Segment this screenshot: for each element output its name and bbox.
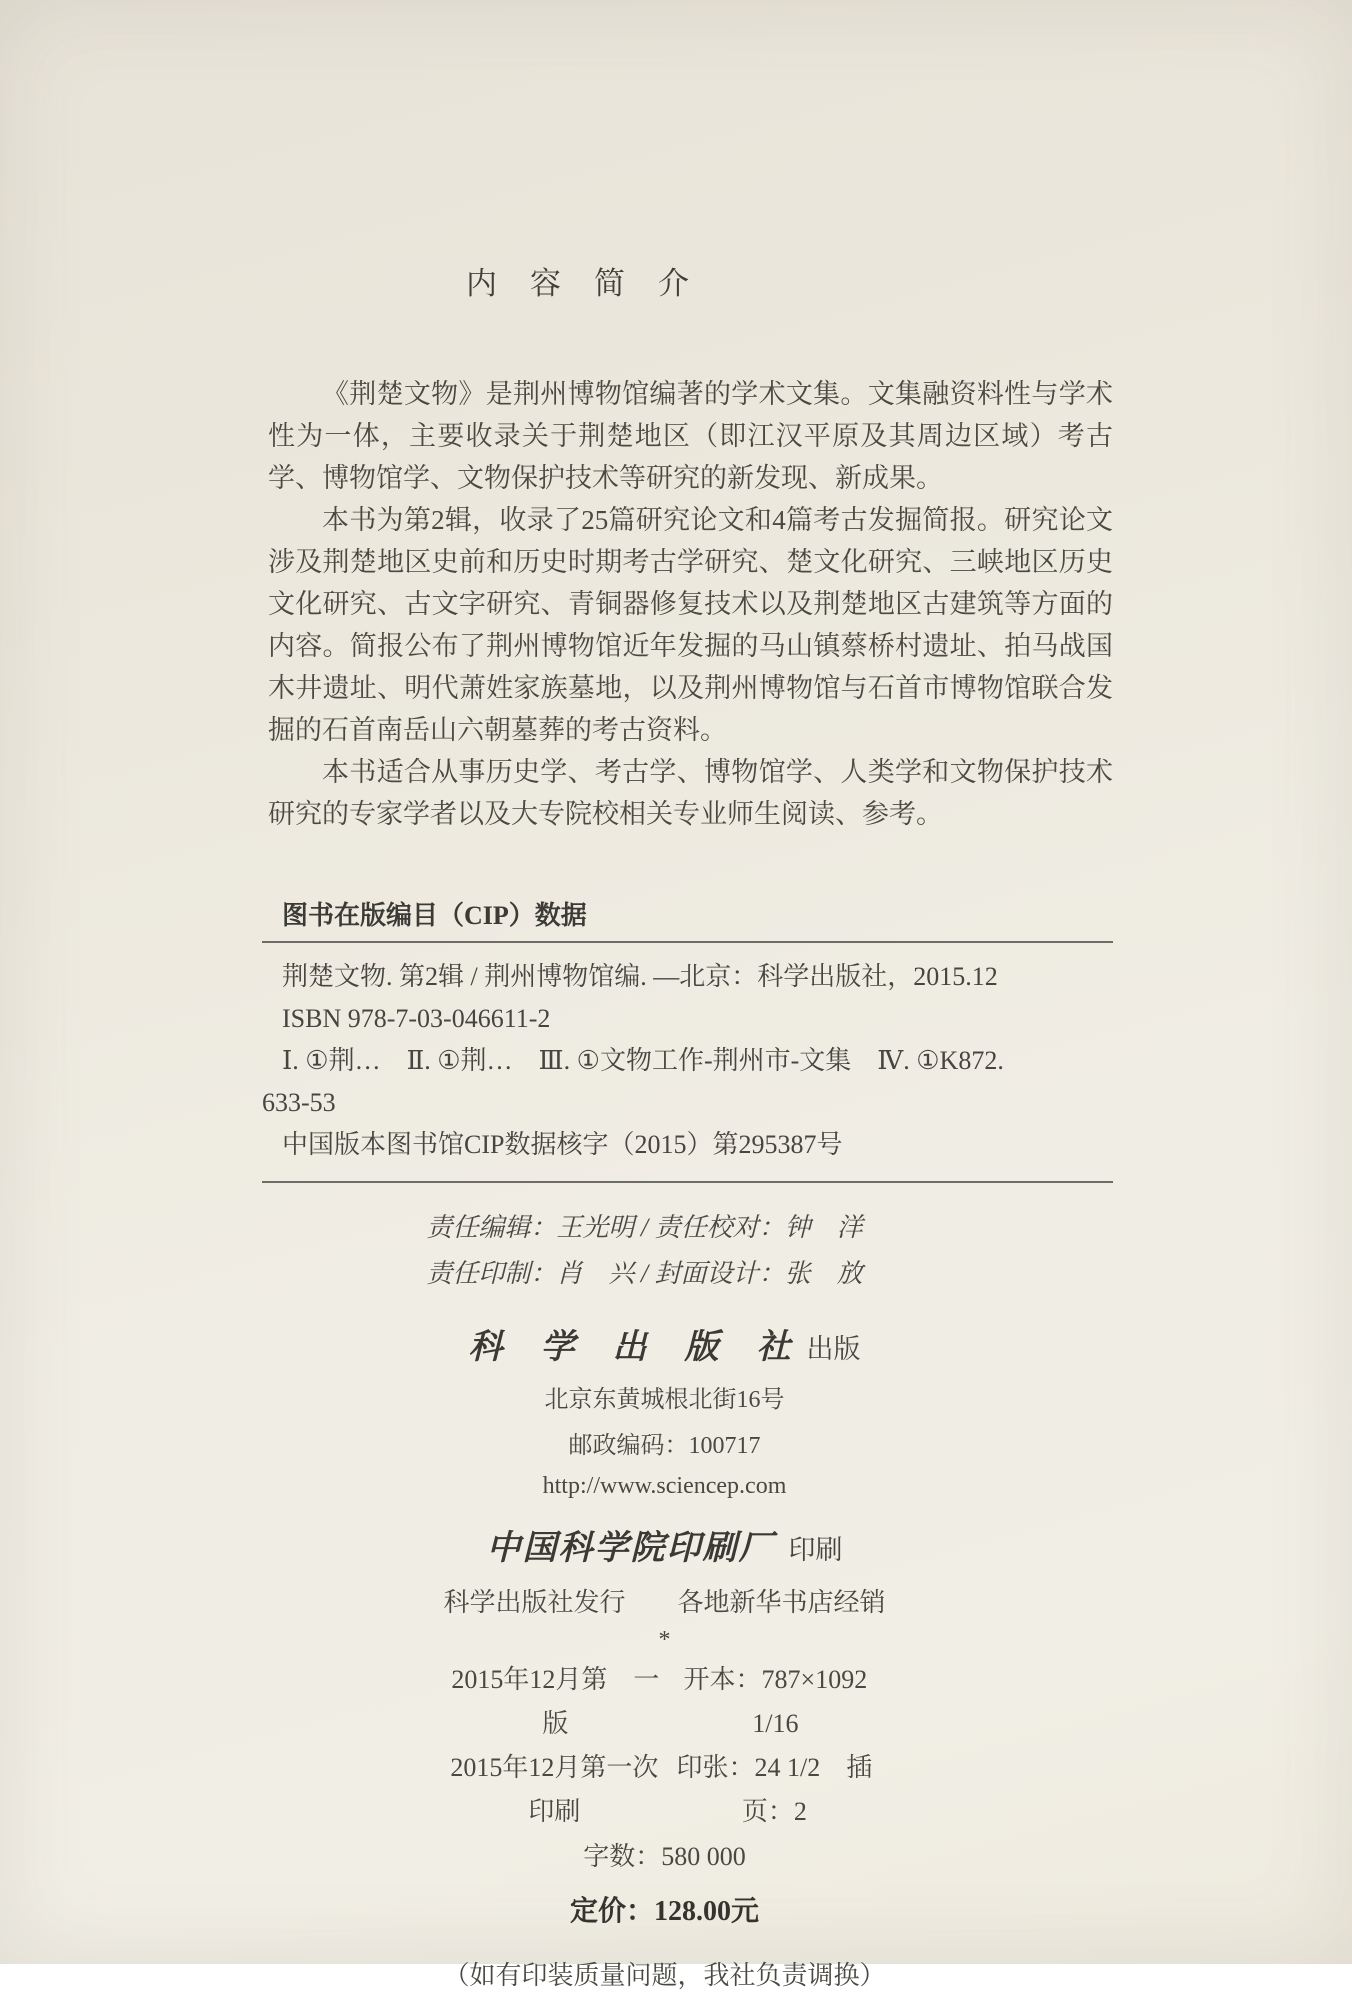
page-content — [262, 0, 1113, 1992]
cip-record-number: 中国版本图书馆CIP数据核字（2015）第295387号 — [282, 1130, 843, 1159]
publisher-postcode: 邮政编码：100717 — [568, 1433, 761, 1459]
edition-info — [445, 1658, 894, 1834]
price-label: 定价： — [569, 1896, 654, 1927]
intro-paragraph-3: 本书适合从事历史学、考古学、博物馆学、人类学和文物保护技术研究的专家学者以及大专院校相关专业师生阅读、参考。 — [268, 757, 1113, 829]
publisher-line — [268, 1319, 1061, 1368]
distribution-line: 科学出版社发行 各地新华书店经销 — [443, 1588, 886, 1617]
staff-credits — [268, 1205, 1113, 1297]
publisher-role-label: 出版 — [806, 1334, 861, 1364]
cip-heading: 图书在版编目（CIP）数据 — [282, 901, 587, 930]
cip-bibliographic-entry: 荆楚文物. 第2辑 / 荆州博物馆编. —北京：科学出版社，2015.12 — [282, 962, 998, 991]
cip-classification-continued: 633-53 — [262, 1088, 336, 1117]
publisher-name-logotype: 科 学 出 版 社 — [468, 1329, 793, 1366]
printer-role-label: 印刷 — [788, 1535, 843, 1565]
cip-isbn: ISBN 978-7-03-046611-2 — [282, 1004, 551, 1033]
sheets-inserts: 印张：24 1/2 插页：2 — [676, 1753, 873, 1826]
intro-paragraph-2: 本书为第2辑，收录了25篇研究论文和4篇考古发掘简报。研究论文涉及荆楚地区史前和历史时期考古学研究、楚文化研究、三峡地区历史文化研究、古文字研究、青铜器修复技术以及荆楚地区古建筑等方面的内容。简报公布了荆州博物馆近年发掘的马山镇蔡桥村遗址、拍马战国木井遗址、明代萧姓家族墓地，以及荆州博物馆与石首市博物馆联合发掘的石首南岳山六朝墓葬的考古资料。 — [268, 505, 1113, 745]
format-size: 开本：787×1092 1/16 — [683, 1665, 894, 1738]
price-line — [268, 1889, 1061, 1929]
price-value: 128.00元 — [654, 1896, 760, 1927]
quality-notice: （如有印装质量问题，我社负责调换） — [443, 1961, 886, 1990]
content-summary-title: 内 容 简 介 — [466, 266, 690, 301]
edition-row-1 — [445, 1658, 894, 1746]
cip-classification: Ⅰ. ①荆… Ⅱ. ①荆… Ⅲ. ①文物工作-荆州市-文集 Ⅳ. ①K872. — [282, 1046, 1004, 1075]
intro-paragraph-1: 《荆楚文物》是荆州博物馆编著的学术文集。文集融资料性与学术性为一体，主要收录关于荆楚地区（即江汉平原及其周边区域）考古学、博物馆学、文物保护技术等研究的新发现、新成果。 — [268, 379, 1113, 493]
staff-editors-line: 责任编辑：王光明 / 责任校对：钟 洋 — [426, 1213, 863, 1242]
printing-date: 2015年12月第一次印刷 — [450, 1753, 659, 1826]
publisher-address: 北京东黄城根北街16号 — [544, 1387, 785, 1413]
edition-date: 2015年12月第 一 版 — [451, 1665, 686, 1738]
edition-row-2 — [445, 1746, 885, 1834]
cip-section — [262, 895, 1113, 1183]
publisher-block — [268, 1319, 1113, 1992]
word-count: 字数：580 000 — [583, 1842, 746, 1871]
printer-line — [268, 1520, 1061, 1569]
section-divider-star: * — [658, 1627, 671, 1653]
staff-print-design-line: 责任印制：肖 兴 / 封面设计：张 放 — [426, 1259, 863, 1288]
cip-data-box — [262, 941, 1113, 1183]
printer-name-logotype: 中国科学院印刷厂 — [486, 1530, 775, 1567]
publisher-website: http://www.sciencep.com — [542, 1473, 787, 1499]
